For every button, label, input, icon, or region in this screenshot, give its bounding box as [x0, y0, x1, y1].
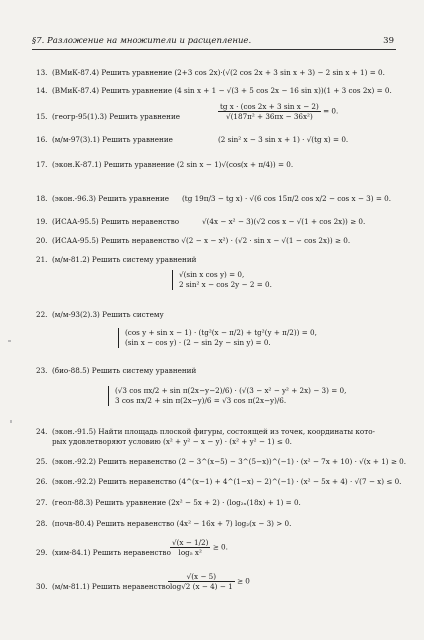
problem-19-formula: √(4x − x² − 3)(√2 cos x − √(1 + cos 2x)) ≥ 0. — [202, 217, 366, 226]
problem-18: 18. (экон.-96.3) Решить уравнение — [36, 194, 170, 203]
problem-22: 22. (м/м-93(2).3) Решить систему — [36, 310, 164, 319]
problem-13: 13. (ВМиК-87.4) Решить уравнение (2+3 cos 2x)·(√(2 cos 2x + 3 sin x + 3) − 2 sin x + 1) = 0. — [36, 68, 385, 77]
problem-29: 29. (хим-84.1) Решить неравенство — [36, 548, 171, 557]
problem-24: 24. (экон.-91.5) Найти площадь плоской фигуры, состоящей из точек, координаты кото- — [36, 427, 375, 436]
problem-23: 23. (био-88.5) Решить систему уравнений — [36, 366, 197, 375]
page-number: 39 — [383, 36, 394, 46]
section-title: §7. Разложение на множители и расщепление. — [32, 36, 252, 46]
problem-14: 14. (ВМиК-87.4) Решить уравнение (4 sin x + 1 − √(3 + 5 cos 2x − 16 sin x))(1 + 3 cos 2x) = 0. — [36, 86, 392, 95]
problem-16-formula: (2 sin² x − 3 sin x + 1) · √(tg x) = 0. — [218, 135, 349, 144]
problem-24-line-2: рых удовлетворяют условию (x² + y² − x − y) · (x² + y² − 1) ≤ 0. — [52, 437, 292, 446]
problem-17: 17. (экон.К-87.1) Решить уравнение (2 sin x − 1)√(cos(x + π/4)) = 0. — [36, 160, 294, 169]
problem-25: 25. (экон.-92.2) Решить неравенство (2 − 3^(x−5) − 3^(5−x))^(−1) · (x² − 7x + 10) · √(x + 1) ≥ 0. — [36, 457, 407, 466]
scan-speck — [10, 420, 12, 423]
problem-30-formula: $\frac{√(x - 5)}{\log√2 (x - 4) - 1}$ ≥ 0 — [170, 572, 250, 591]
problem-27: 27. (геол-88.3) Решить уравнение (2x² − 5x + 2) · (log₂ₓ(18x) + 1) = 0. — [36, 498, 301, 507]
scan-speck — [8, 340, 11, 342]
problem-28: 28. (почв-80.4) Решить неравенство (4x² − 16x + 7) log₂(x − 3) > 0. — [36, 519, 292, 528]
problem-21: 21. (м/м-81.2) Решить систему уравнений — [36, 255, 197, 264]
page-header — [32, 36, 394, 48]
problem-30: 30. (м/м-81.1) Решить неравенство — [36, 582, 171, 591]
problem-29-formula: $\frac{√(x - 1/2)}{\text{log₅ x²}}$ ≥ 0. — [172, 538, 228, 557]
problem-19: 19. (ИСАА-95.5) Решить неравенство — [36, 217, 180, 226]
problem-26: 26. (экон.-92.2) Решить неравенство (4^(x−1) + 4^(1−x) − 2)^(−1) · (x² − 5x + 4) · √(7 − x) ≤ 0. — [36, 477, 402, 486]
problem-15-formula: $\frac{\text{tg x · (cos 2x + 3 sin x − 2)}}{\text{√(187π² + 36πx − 36x²)}}$ = 0. — [220, 102, 339, 121]
problem-20: 20. (ИСАА-95.5) Решить неравенство √(2 − x − x²) · (√2 · sin x − √(1 − cos 2x)) ≥ 0. — [36, 236, 351, 245]
problem-21-system: √(sin x cos y) = 0, 2 sin² x − cos 2y − 2 = 0. — [172, 270, 272, 290]
header-rule — [32, 49, 396, 50]
problem-16: 16. (м/м-97(3).1) Решить уравнение — [36, 135, 173, 144]
problem-18-formula: (tg 19π/3 − tg x) · √(6 cos 15π/2 cos x/2 − cos x − 3) = 0. — [182, 194, 391, 203]
problem-22-system: (cos y + sin x − 1) · (tg²(x − π/2) + tg²(y + π/2)) = 0, (sin x − cos y) · (2 − sin 2y − sin y) = 0. — [118, 328, 317, 348]
problem-23-system: (√3 cos πx/2 + sin π(2x−y−2)/6) · (√(3 − x² − y² + 2x) − 3) = 0, 3 cos πx/2 + sin π(2x−y)/6 = √3 cos π(2x−y)/6. — [108, 386, 346, 406]
problem-15: 15. (геогр-95(1).3) Решить уравнение — [36, 112, 180, 121]
